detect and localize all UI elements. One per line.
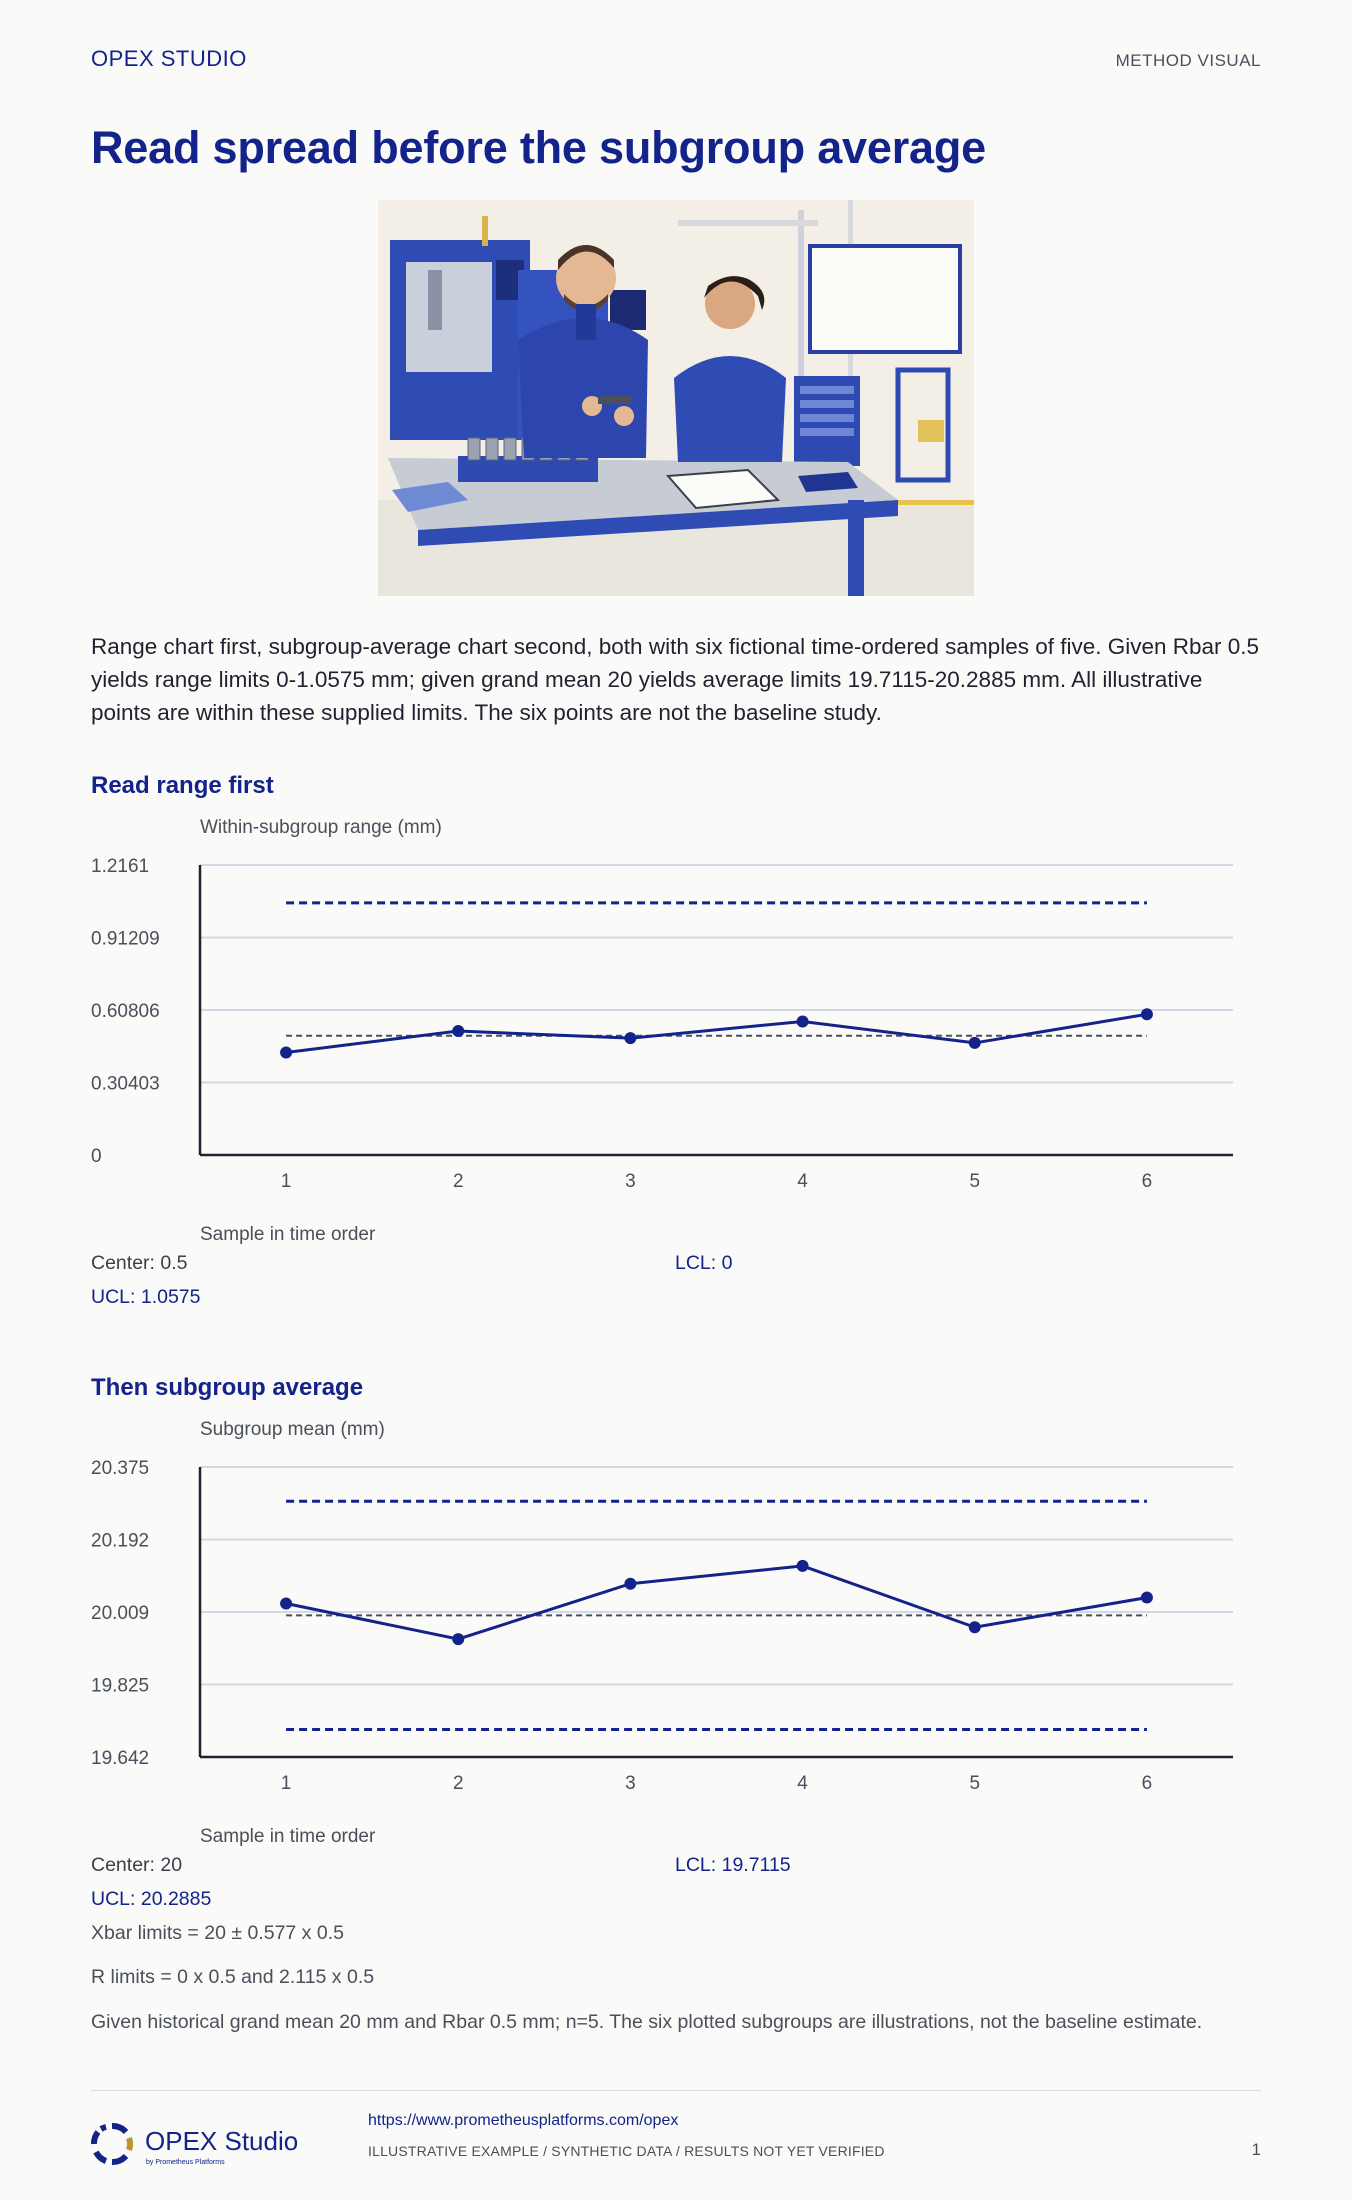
range-chart-ylabel: Within-subgroup range (mm) <box>200 817 442 838</box>
footer-divider <box>91 2090 1261 2091</box>
data-point <box>969 1037 981 1049</box>
range-chart <box>0 850 1352 1190</box>
y-tick-label: 19.642 <box>91 1748 150 1769</box>
footer-disclaimer: ILLUSTRATIVE EXAMPLE / SYNTHETIC DATA / RESULTS NOT YET VERIFIED <box>368 2143 885 2159</box>
x-tick-label: 6 <box>1141 1773 1153 1794</box>
range-lcl-label: LCL: 0 <box>675 1252 733 1274</box>
data-point <box>1141 1008 1153 1020</box>
data-point <box>452 1633 464 1645</box>
footer-url-link[interactable]: https://www.prometheusplatforms.com/opex <box>368 2112 679 2129</box>
x-tick-label: 4 <box>797 1171 808 1192</box>
hero-illustration <box>378 200 974 596</box>
data-point <box>797 1015 809 1027</box>
data-point <box>797 1560 809 1572</box>
data-point <box>280 1046 292 1058</box>
page-number: 1 <box>1251 2140 1261 2159</box>
average-chart-title: Then subgroup average <box>91 1374 364 1401</box>
data-point <box>969 1621 981 1633</box>
footer-brand: OPEX Studio <box>145 2126 299 2156</box>
average-lcl-label: LCL: 19.7115 <box>675 1854 791 1876</box>
average-chart <box>0 1452 1352 1792</box>
data-point <box>624 1578 636 1590</box>
x-tick-label: 5 <box>969 1171 981 1192</box>
data-point <box>452 1025 464 1037</box>
average-chart-ylabel: Subgroup mean (mm) <box>200 1419 385 1440</box>
x-tick-label: 2 <box>452 1773 464 1794</box>
series-line <box>286 1014 1147 1052</box>
x-tick-label: 4 <box>797 1773 808 1794</box>
footer-subbrand: by Prometheus Platforms <box>146 2159 225 2166</box>
factory-illustration-icon <box>378 200 974 596</box>
opex-logo-icon <box>90 2122 134 2166</box>
y-tick-label: 19.825 <box>91 1675 150 1697</box>
y-tick-label: 0.30403 <box>91 1073 160 1095</box>
y-tick-label: 20.009 <box>91 1603 150 1624</box>
average-chart-svg <box>0 1452 1352 1792</box>
y-tick-label: 1.2161 <box>91 856 150 877</box>
r-formula: R limits = 0 x 0.5 and 2.115 x 0.5 <box>91 1966 375 1988</box>
xbar-formula: Xbar limits = 20 ± 0.577 x 0.5 <box>91 1922 344 1944</box>
y-tick-label: 20.375 <box>91 1458 150 1479</box>
x-tick-label: 6 <box>1141 1171 1153 1192</box>
x-tick-label: 2 <box>452 1171 464 1192</box>
average-ucl-label: UCL: 20.2885 <box>91 1888 212 1910</box>
average-center-label: Center: 20 <box>91 1854 183 1876</box>
x-tick-label: 1 <box>280 1773 292 1794</box>
header-brand: OPEX STUDIO <box>91 46 247 71</box>
average-chart-xlabel: Sample in time order <box>200 1826 376 1847</box>
x-tick-label: 5 <box>969 1773 981 1794</box>
x-tick-label: 3 <box>625 1773 636 1794</box>
data-point <box>280 1597 292 1609</box>
page-title: Read spread before the subgroup average <box>91 122 986 173</box>
y-tick-label: 20.192 <box>91 1530 150 1552</box>
x-tick-label: 1 <box>280 1171 292 1192</box>
range-ucl-label: UCL: 1.0575 <box>91 1286 201 1308</box>
data-point <box>1141 1592 1153 1604</box>
footnote: Given historical grand mean 20 mm and Rbar 0.5 mm; n=5. The six plotted subgroups are illustrations, not the baseline estimate. <box>91 2011 1203 2033</box>
y-tick-label: 0 <box>91 1146 102 1167</box>
intro-text: Range chart first, subgroup-average chart second, both with six fictional time-ordered samples of five. Given Rbar 0.5 yields range limits 0-1.0575 mm; given grand mean 20 yields average limits 19.7115-20.2885 mm. All illustrative points are within these supplied limits. The six points are not the baseline study. <box>91 634 1260 725</box>
y-tick-label: 0.91209 <box>91 928 160 950</box>
range-chart-svg <box>0 850 1352 1190</box>
header-tag: METHOD VISUAL <box>1115 51 1261 70</box>
y-tick-label: 0.60806 <box>91 1001 160 1022</box>
range-center-label: Center: 0.5 <box>91 1252 188 1274</box>
data-point <box>624 1032 636 1044</box>
range-chart-title: Read range first <box>91 772 274 799</box>
range-chart-xlabel: Sample in time order <box>200 1224 376 1245</box>
x-tick-label: 3 <box>625 1171 636 1192</box>
series-line <box>286 1566 1147 1639</box>
